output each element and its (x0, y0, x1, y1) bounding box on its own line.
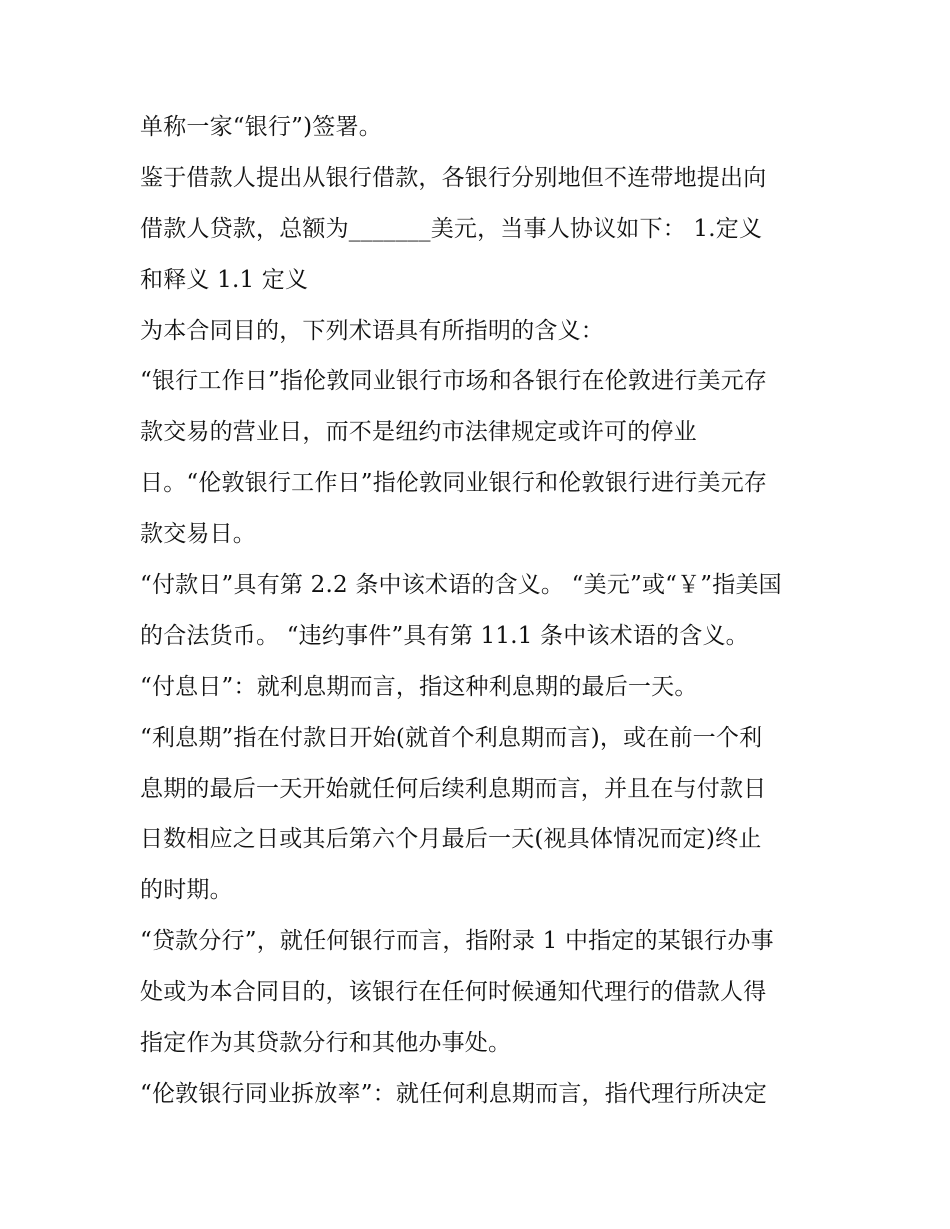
text-line: 为本合同目的，下列术语具有所指明的含义： (140, 317, 604, 344)
text-line: 日。“伦敦银行工作日”指伦敦同业银行和伦敦银行进行美元存 (140, 470, 768, 497)
text-line: 鉴于借款人提出从银行借款，各银行分别地但不连带地提出向 (140, 164, 767, 191)
text-line: “利息期”指在付款日开始(就首个利息期而言)，或在前一个利 (140, 724, 763, 751)
text-line: 的时期。 (140, 877, 233, 904)
text-line: 日数相应之日或其后第六个月最后一天(视具体情况而定)终止 (140, 826, 762, 853)
text-line: “付款日”具有第 2.2 条中该术语的含义。 “美元”或“￥”指美国 (140, 572, 782, 599)
text-line: 单称一家“银行”)签署。 (140, 114, 382, 140)
text-line: “银行工作日”指伦敦同业银行市场和各银行在伦敦进行美元存 (140, 368, 768, 395)
text-line: “伦敦银行同业拆放率”：就任何利息期而言，指代理行所决定 (140, 1080, 768, 1107)
text-line: 和释义 1.1 定义 (140, 266, 309, 293)
text-line: 处或为本合同目的，该银行在任何时候通知代理行的借款人得 (140, 979, 767, 1006)
text-line: 款交易的营业日，而不是纽约市法律规定或许可的停业 (140, 419, 697, 446)
text-line: 指定作为其贷款分行和其他办事处。 (140, 1030, 512, 1057)
text-line: 款交易日。 (140, 521, 256, 548)
document-body (140, 102, 820, 1120)
text-line: 息期的最后一天开始就任何后续利息期而言，并且在与付款日 (140, 775, 767, 802)
text-line: 的合法货币。 “违约事件”具有第 11.1 条中该术语的含义。 (140, 622, 749, 649)
text-line: “付息日”：就利息期而言，指这种利息期的最后一天。 (140, 673, 698, 700)
text-line: 借款人贷款，总额为_______美元，当事人协议如下： 1.定义 (140, 215, 763, 242)
text-line: “贷款分行”，就任何银行而言，指附录 1 中指定的某银行办事 (140, 928, 774, 955)
